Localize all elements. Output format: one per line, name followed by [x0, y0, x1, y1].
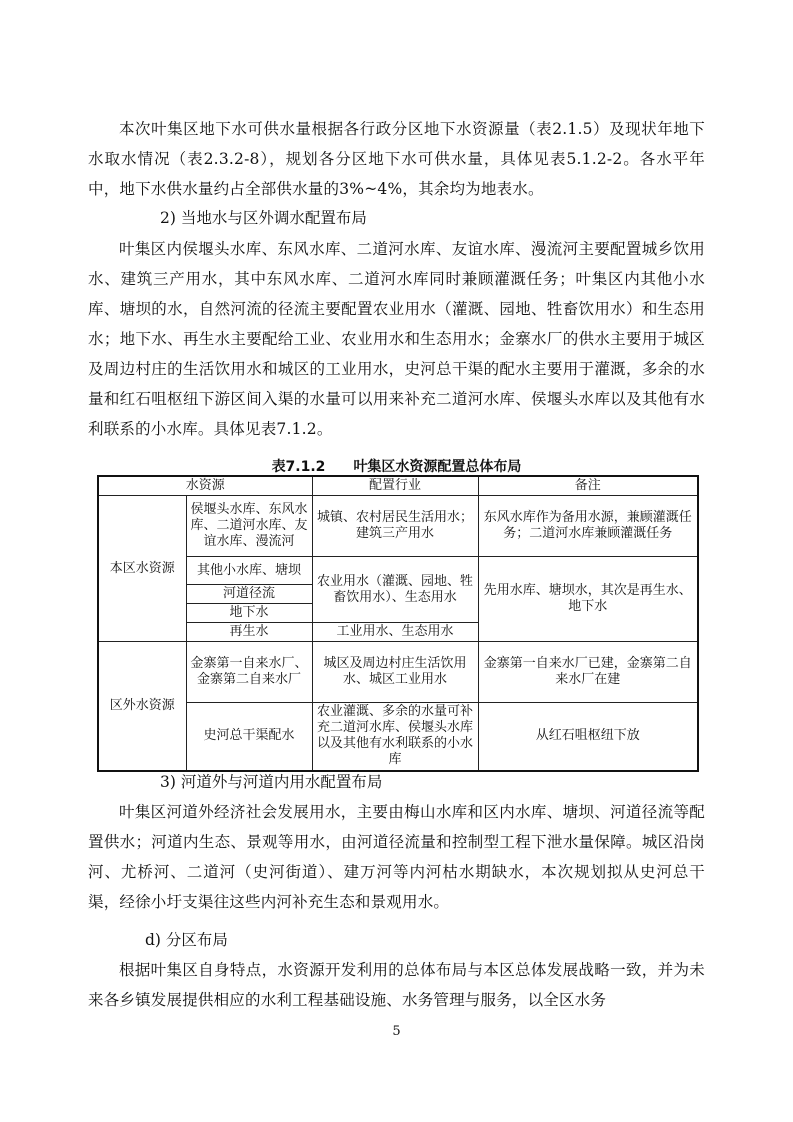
cell-source: 河道径流 [186, 585, 312, 604]
paragraph-instream-offstream: 叶集区河道外经济社会发展用水，主要由梅山水库和区内水库、塘坝、河道径流等配置供水；河道内生态、景观等用水，由河道径流量和控制型工程下泄水量保障。城区沿岗河、尤桥河、二道河（史河街道）、建万河等内河枯水期缺水，本次规划拟从史河总干渠，经徐小圩支渠往这些内河补充生态和景观用水。 [88, 803, 705, 911]
cell-note: 从红石咀枢纽下放 [478, 703, 698, 771]
cell-use: 农业用水（灌溉、园地、牲畜饮用水）、生态用水 [312, 557, 478, 623]
header-remarks: 备注 [478, 476, 698, 496]
page-number: 5 [392, 1024, 401, 1039]
cell-use: 城区及周边村庄生活饮用水、城区工业用水 [312, 642, 478, 703]
header-water-source: 水资源 [98, 476, 312, 496]
cell-source: 金寨第一自来水厂、金寨第二自来水厂 [186, 642, 312, 703]
cell-source: 其他小水库、塘坝 [186, 557, 312, 585]
table-caption-number: 表7.1.2 [271, 459, 326, 475]
cell-use: 城镇、农村居民生活用水；建筑三产用水 [312, 496, 478, 557]
cell-use: 农业灌溉、多余的水量可补充二道河水库、侯堰头水库以及其他有水利联系的小水库 [312, 703, 478, 771]
cell-note: 金寨第一自来水厂已建，金寨第二自来水厂在建 [478, 642, 698, 703]
cell-source: 再生水 [186, 623, 312, 642]
header-allocation-sector: 配置行业 [312, 476, 478, 496]
heading-instream-offstream: 3) 河道外与河道内用水配置布局 [160, 773, 383, 791]
cell-note: 东风水库作为备用水源，兼顾灌溉任务；二道河水库兼顾灌溉任务 [478, 496, 698, 557]
table-row [98, 703, 698, 771]
cell-source: 史河总干渠配水 [186, 703, 312, 771]
table-row [98, 642, 698, 703]
group-external-water: 区外水资源 [98, 642, 186, 771]
table-row [98, 496, 698, 557]
table-row [98, 557, 698, 585]
table-caption-title: 叶集区水资源配置总体布局 [353, 459, 522, 475]
paragraph-district-layout: 根据叶集区自身特点，水资源开发利用的总体布局与本区总体发展战略一致，并为未来各乡镇发展提供相应的水利工程基础设施、水务管理与服务，以全区水务 [88, 961, 705, 1009]
paragraph-groundwater-supply: 本次叶集区地下水可供水量根据各行政分区地下水资源量（表2.1.5）及现状年地下水取水情况（表2.3.2-8），规划各分区地下水可供水量，具体见表5.1.2-2。各水平年中，地下水供水量约占全部供水量的3%~4%，其余均为地表水。 [88, 120, 705, 198]
heading-district-layout: d) 分区布局 [145, 931, 228, 949]
table-caption [0, 456, 793, 476]
group-local-water: 本区水资源 [98, 496, 186, 642]
paragraph-local-vs-transfer: 叶集区内侯堰头水库、东风水库、二道河水库、友谊水库、漫流河主要配置城乡饮用水、建筑三产用水，其中东风水库、二道河水库同时兼顾灌溉任务；叶集区内其他小水库、塘坝的水，自然河流的径流主要配置农业用水（灌溉、园地、牲畜饮用水）和生态用水；地下水、再生水主要配给工业、农业用水和生态用水；金寨水厂的供水主要用于城区及周边村庄的生活饮用水和城区的工业用水，史河总干渠的配水主要用于灌溉，多余的水量和红石咀枢纽下游区间入渠的水量可以用来补充二道河水库、侯堰头水库以及其他有水利联系的小水库。具体见表7.1.2。 [88, 240, 705, 438]
cell-source: 地下水 [186, 604, 312, 623]
cell-source: 侯堰头水库、东风水库、二道河水库、友谊水库、漫流河 [186, 496, 312, 557]
water-allocation-table [97, 475, 699, 772]
cell-use: 工业用水、生态用水 [312, 623, 478, 642]
table-header-row [98, 476, 698, 496]
heading-local-vs-transfer: 2) 当地水与区外调水配置布局 [160, 209, 367, 227]
cell-note: 先用水库、塘坝水，其次是再生水、地下水 [478, 557, 698, 642]
